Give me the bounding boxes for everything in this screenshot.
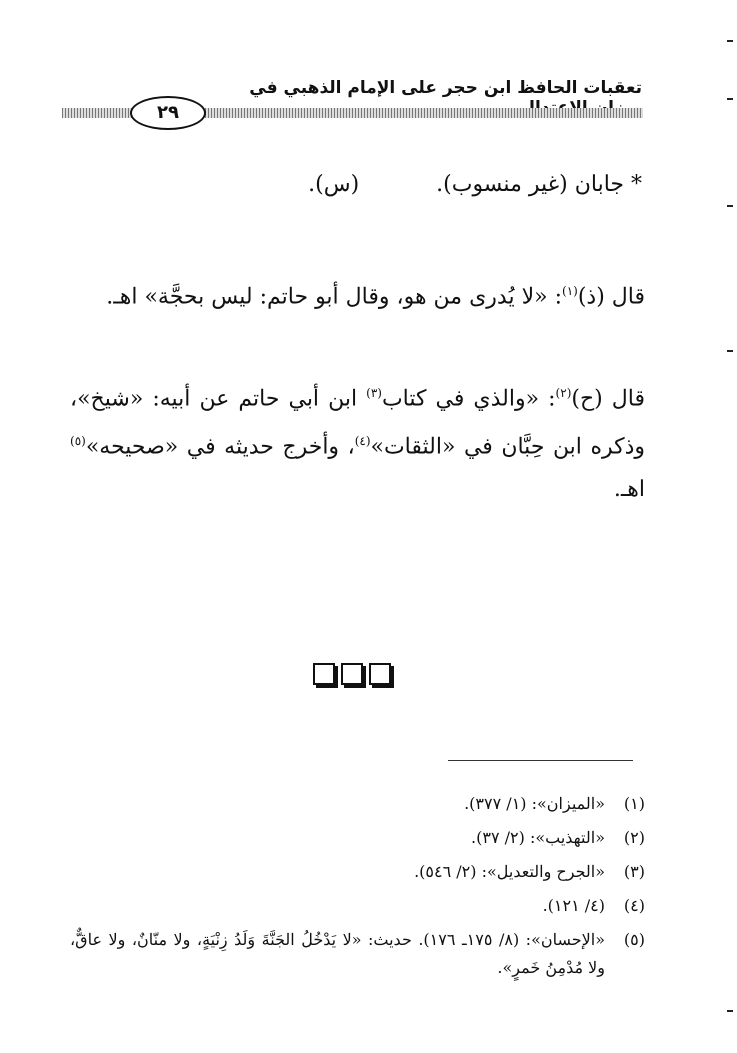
footnote-number: (٢) <box>623 828 645 847</box>
margin-tick <box>727 98 733 100</box>
footnote-item <box>70 858 645 886</box>
para2-end: اهـ. <box>613 476 645 502</box>
footnote-number: (١) <box>623 794 645 813</box>
footnote-number: (٤) <box>623 896 645 915</box>
paragraph-dhahabi <box>70 270 645 318</box>
footnote-item <box>70 926 645 982</box>
entry-heading <box>82 172 642 197</box>
footnote-ref-5: (٥) <box>70 434 86 449</box>
footnote-number: (٥) <box>623 930 645 949</box>
para2-label: قال (ح) <box>571 386 645 412</box>
header-rule-left <box>62 108 132 118</box>
entry-symbol: (س). <box>308 172 360 197</box>
para1-label: قال (ذ) <box>577 284 645 310</box>
footnote-text: «الميزان»: (١/ ٣٧٧). <box>464 794 605 813</box>
footnote-ref-4: (٤) <box>354 434 371 449</box>
footnote-ref-1: (١) <box>562 284 578 298</box>
page-number: ٢٩ <box>130 96 206 130</box>
running-header-title: تعقبات الحافظ ابن حجر على الإمام الذهبي في <box>249 78 642 98</box>
para2-part3: ، وأخرج حديثه في «صحيحه» <box>85 434 355 460</box>
margin-tick <box>727 350 733 352</box>
square-ornament-icon <box>341 663 363 685</box>
footnote-number: (٣) <box>623 862 645 881</box>
footnote-item <box>70 892 645 920</box>
footnotes <box>70 790 645 988</box>
footnote-text: «التهذيب»: (٢/ ٣٧). <box>471 828 605 847</box>
footnote-separator <box>448 760 633 761</box>
margin-tick <box>727 1010 733 1012</box>
footnote-ref-2: (٢) <box>555 386 572 400</box>
footnote-text: (٤/ ١٢١). <box>542 896 605 915</box>
footnote-item <box>70 824 645 852</box>
para2-part2: ابن أبي حاتم عن أبيه: «شيخ»، وذكره ابن حِبَّان في «الثقات» <box>70 386 645 460</box>
header-rule <box>205 108 643 118</box>
para1-body: : «لا يُدرى من هو، وقال أبو حاتم: ليس بحجَّة» اهـ. <box>106 284 562 310</box>
entry-name: * جابان (غير منسوب). <box>436 172 642 197</box>
footnote-ref-3: (٣) <box>366 386 382 400</box>
footnote-text: «الإحسان»: (٨/ ١٧٥ـ ١٧٦). حديث: «لا يَدْخُلُ الجَنَّةَ وَلَدُ زِنْيَةٍ، ولا منّانٌ، ولا عاقٌّ، ولا مُدْمِنُ خَمرٍ». <box>70 930 606 977</box>
square-ornament-icon <box>313 663 335 685</box>
footnote-text: «الجرح والتعديل»: (٢/ ٥٤٦). <box>414 862 605 881</box>
para2-part1: : «والذي في كتاب <box>381 386 556 412</box>
footnote-item <box>70 790 645 818</box>
square-ornament-icon <box>369 663 391 685</box>
margin-tick <box>727 40 733 42</box>
paragraph-hajar <box>70 372 645 511</box>
section-divider-ornament <box>313 663 403 687</box>
margin-tick <box>727 205 733 207</box>
